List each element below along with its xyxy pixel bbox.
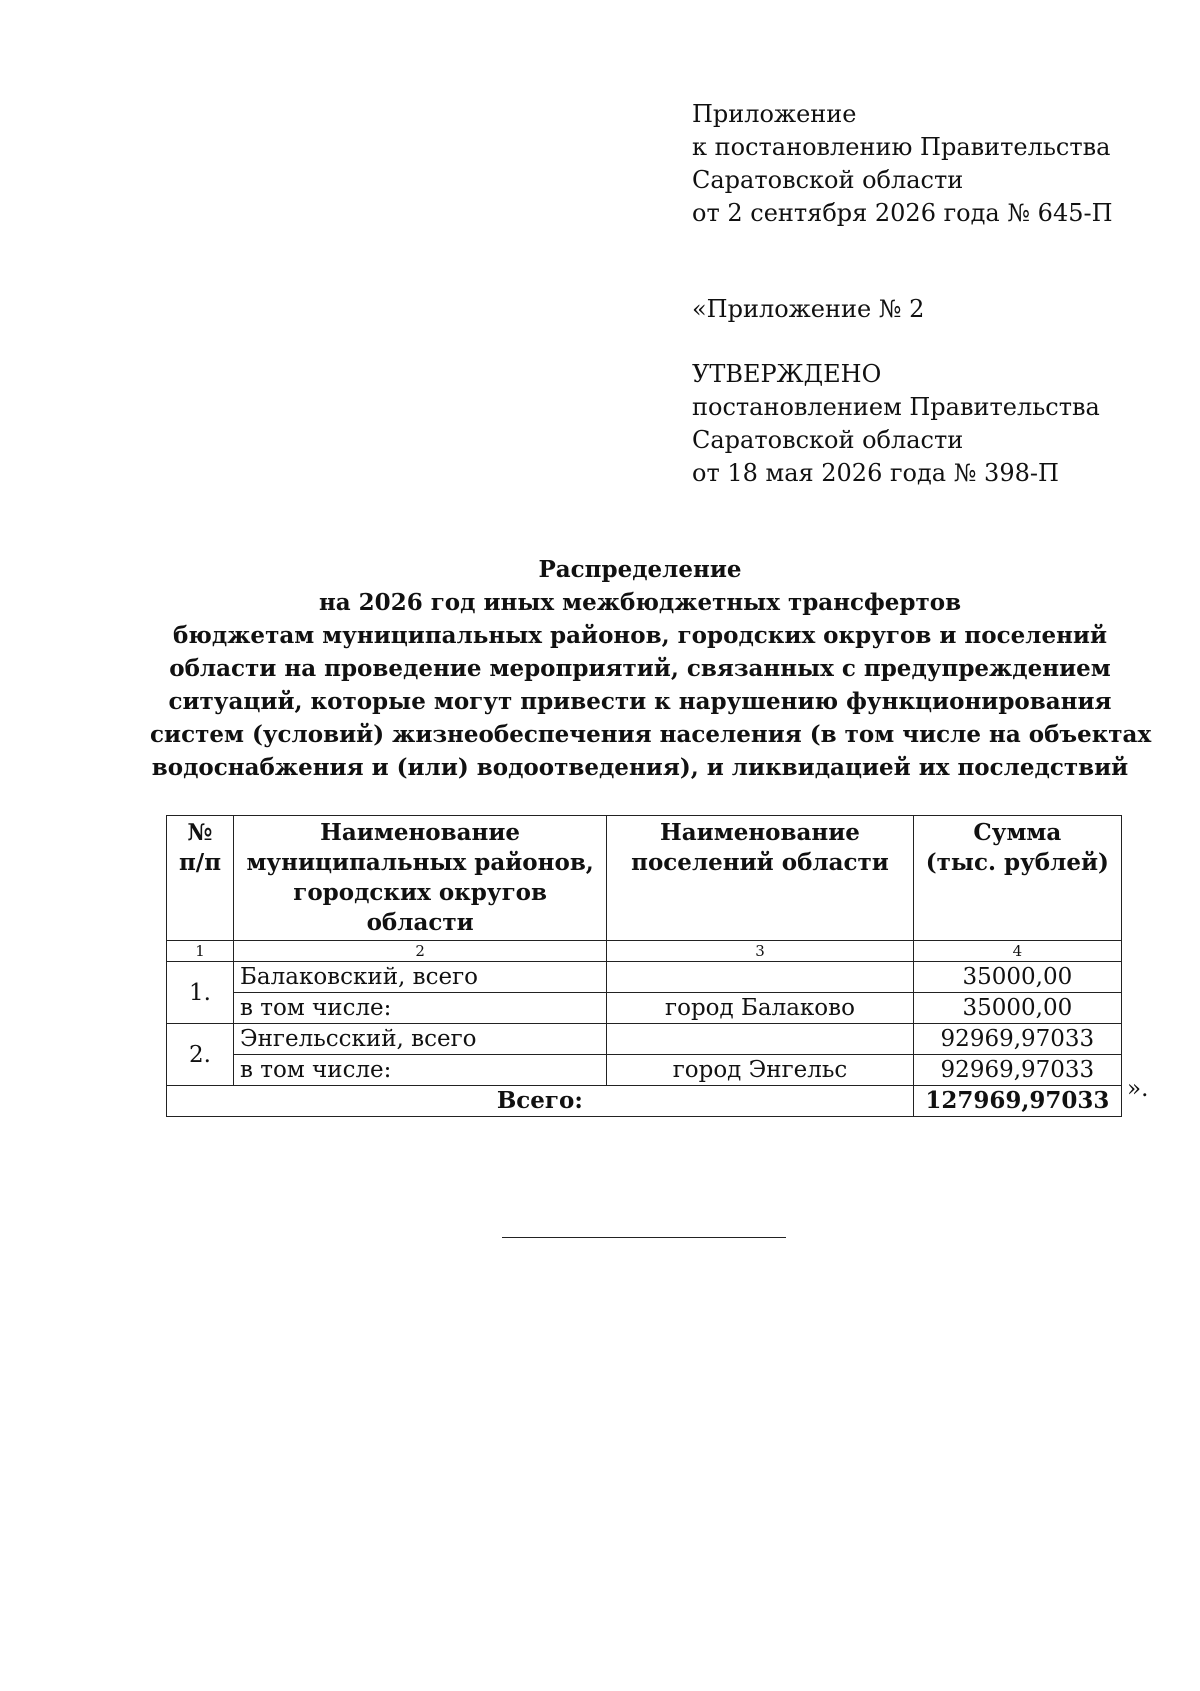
document-title xyxy=(150,553,1152,784)
column-number: 2 xyxy=(234,941,607,962)
header-settlement: Наименование поселений области xyxy=(607,816,914,941)
title-line: области на проведение мероприятий, связанных с предупреждением xyxy=(169,655,1111,682)
settlement-cell xyxy=(607,962,914,993)
approved-line: от 18 мая 2026 года № 398-П xyxy=(692,459,1059,487)
appendix-line: Саратовской области xyxy=(692,166,964,194)
table-header-row xyxy=(167,816,1122,941)
signature-line xyxy=(502,1237,786,1238)
district-cell: Энгельсский, всего xyxy=(234,1024,607,1055)
total-label: Всего: xyxy=(167,1086,914,1117)
appendix-header xyxy=(692,98,1152,490)
amount-cell: 92969,97033 xyxy=(913,1055,1121,1086)
table-row xyxy=(167,1024,1122,1055)
title-line: бюджетам муниципальных районов, городских округов и поселений xyxy=(172,622,1108,649)
settlement-cell: город Балаково xyxy=(607,993,914,1024)
header-district: Наименование муниципальных районов, городских округов области xyxy=(234,816,607,941)
row-index: 2. xyxy=(167,1024,234,1086)
title-line: водоснабжения и (или) водоотведения), и ликвидацией их последствий xyxy=(151,754,1129,781)
title-line: Распределение xyxy=(538,556,742,583)
header-amount: Сумма (тыс. рублей) xyxy=(913,816,1121,941)
table-row xyxy=(167,993,1122,1024)
row-index: 1. xyxy=(167,962,234,1024)
district-cell: в том числе: xyxy=(234,1055,607,1086)
column-number-row xyxy=(167,941,1122,962)
settlement-cell: город Энгельс xyxy=(607,1055,914,1086)
approved-line: Саратовской области xyxy=(692,426,964,454)
appendix-line: Приложение xyxy=(692,100,857,128)
table-row xyxy=(167,1055,1122,1086)
total-amount: 127969,97033 xyxy=(913,1086,1121,1117)
approved-line: постановлением Правительства xyxy=(692,393,1100,421)
appendix-line: от 2 сентября 2026 года № 645-П xyxy=(692,199,1113,227)
amount-cell: 92969,97033 xyxy=(913,1024,1121,1055)
header-number: № п/п xyxy=(167,816,234,941)
appendix-line: к постановлению Правительства xyxy=(692,133,1111,161)
total-row xyxy=(167,1086,1122,1117)
prior-appendix-label: «Приложение № 2 xyxy=(692,295,925,323)
title-line: на 2026 год иных межбюджетных трансфертов xyxy=(318,589,962,616)
district-cell: в том числе: xyxy=(234,993,607,1024)
column-number: 4 xyxy=(913,941,1121,962)
title-line: систем (условий) жизнеобеспечения населения (в том числе на объектах xyxy=(150,721,1152,748)
table-row xyxy=(167,962,1122,993)
settlement-cell xyxy=(607,1024,914,1055)
column-number: 1 xyxy=(167,941,234,962)
amount-cell: 35000,00 xyxy=(913,993,1121,1024)
title-line: ситуаций, которые могут привести к нарушению функционирования xyxy=(168,688,1112,715)
amount-cell: 35000,00 xyxy=(913,962,1121,993)
approved-line: УТВЕРЖДЕНО xyxy=(692,360,882,388)
distribution-table xyxy=(166,815,1122,1117)
district-cell: Балаковский, всего xyxy=(234,962,607,993)
closing-quote-mark: ». xyxy=(1127,1076,1149,1102)
column-number: 3 xyxy=(607,941,914,962)
